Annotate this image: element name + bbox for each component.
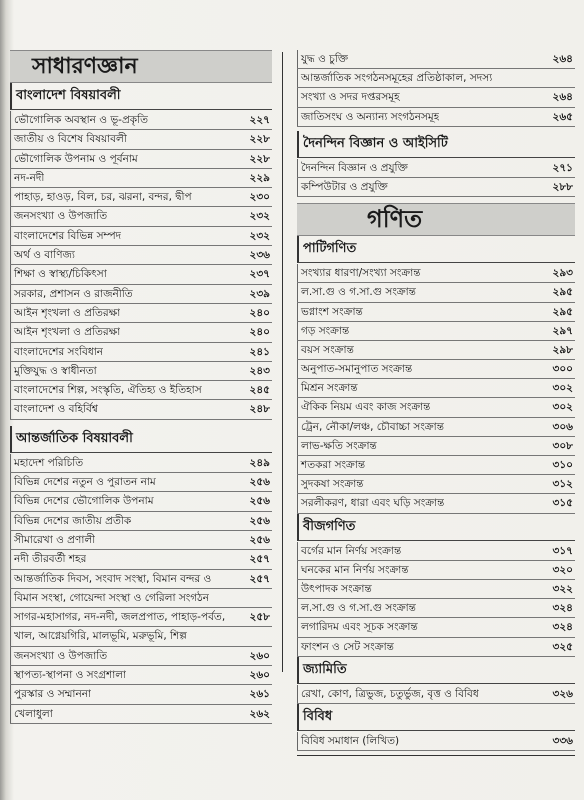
toc-entry-title: আইন শৃংখলা ও প্রতিরক্ষা xyxy=(10,304,120,322)
toc-entry xyxy=(297,542,575,561)
toc-entry-title: পুরস্কার ও সম্মাননা xyxy=(10,685,91,703)
toc-entry xyxy=(297,580,575,599)
toc-entry xyxy=(297,178,575,197)
left-sections xyxy=(10,83,272,724)
international-continued-list xyxy=(297,50,575,127)
toc-entry-title: বিবিধ সমাধান (লিখিত) xyxy=(297,732,399,750)
toc-entry xyxy=(297,379,575,398)
toc-entry-title: ল.সা.গু ও গ.সা.গু সংক্রান্ত xyxy=(297,599,416,617)
toc-entry-page: ২২৮ xyxy=(249,133,270,146)
toc-entry-page: ৩১৭ xyxy=(552,544,573,557)
toc-entry-title: দৈনন্দিন বিজ্ঞান ও প্রযুক্তি xyxy=(297,159,408,177)
toc-entry-page: ৩২৪ xyxy=(552,621,573,634)
section-title: পাটিগণিত xyxy=(297,236,575,263)
toc-entry-title: ভগ্নাংশ সংক্রান্ত xyxy=(297,303,363,321)
toc-entry-title: বাংলাদেশের সংবিধান xyxy=(10,343,103,361)
toc-entry-title: ফাংশন ও সেট সংক্রান্ত xyxy=(297,638,394,656)
toc-entry xyxy=(297,561,575,580)
toc-entry-title: অর্থ ও বাণিজ্য xyxy=(10,246,75,264)
toc-entry-title: নদী তীরবর্তী শহর xyxy=(10,550,86,568)
toc-entry xyxy=(297,732,575,751)
toc-entry-title: স্থাপত্য-স্থাপনা ও সংগ্রশালা xyxy=(10,666,126,684)
toc-entry-page: ২২৭ xyxy=(249,114,270,126)
toc-entry-page: ৩২৫ xyxy=(552,640,573,653)
toc-entry xyxy=(10,647,272,666)
toc-entry xyxy=(10,169,272,188)
toc-entry xyxy=(10,188,272,207)
toc-entry-title: ভৌগোলিক অবস্থান ও ভূ-প্রকৃতি xyxy=(10,111,148,129)
toc-entry xyxy=(297,159,575,178)
toc-entry xyxy=(10,705,272,724)
toc-entry xyxy=(10,492,272,511)
toc-entry xyxy=(10,111,272,130)
toc-entry-page: ২৬৪ xyxy=(552,53,573,65)
toc-entry xyxy=(297,418,575,437)
toc-entry xyxy=(297,50,575,69)
section-title: বীজগণিত xyxy=(297,514,575,541)
toc-entry xyxy=(297,303,575,322)
toc-entry-page: ২৬০ xyxy=(249,669,270,682)
toc-entry xyxy=(10,130,272,149)
toc-entry-title: আন্তর্জাতিক দিবস, সংবাদ সংস্থা, বিমান বন্দর ও xyxy=(10,570,211,588)
toc-entry xyxy=(10,150,272,169)
toc-entry-title: বিমান সংস্থা, গোয়েন্দা সংস্থা ও গেরিলা সংগঠন xyxy=(10,589,209,607)
toc-entry-page: ২৩২ xyxy=(249,210,270,223)
toc-entry-title: বিভিন্ন দেশের নতুন ও পুরাতন নাম xyxy=(10,473,156,491)
toc-entry-title: বর্গের মান নির্ণয় সংক্রান্ত xyxy=(297,542,401,560)
toc-entry-page: ২৬৫ xyxy=(552,110,573,123)
toc-entry-title: জনসংখ্যা ও উপজাতি xyxy=(10,647,107,665)
toc-entry-title: সুদকষা সংক্রান্ত xyxy=(297,475,364,493)
toc-entry-page: ২৫৭ xyxy=(249,572,270,585)
toc-entry xyxy=(297,264,575,283)
toc-entry xyxy=(10,589,272,608)
math-banner: গণিত xyxy=(297,203,575,236)
toc-entry-title: অনুপাত-সমানুপাত সংক্রান্ত xyxy=(297,360,412,378)
toc-entry xyxy=(297,398,575,417)
toc-entry-title: খাল, আগ্নেয়গিরি, মালভূমি, মরুভূমি, শিল্প xyxy=(10,627,187,645)
toc-entry-page: ২৫৬ xyxy=(249,495,270,508)
toc-entry xyxy=(297,494,575,513)
toc-entry xyxy=(10,246,272,265)
toc-entry-page: ২৬২ xyxy=(249,707,270,720)
toc-entry-title: বাংলাদেশের বিভিন্ন সম্পদ xyxy=(10,227,121,245)
toc-entry-title: সংখ্যা ও সদর দপ্তরসমূহ xyxy=(297,88,400,106)
math-sections xyxy=(297,236,575,751)
toc-entry xyxy=(10,343,272,362)
toc-entry-page: ২৫৭ xyxy=(249,553,270,566)
toc-entry-page: ২৯৩ xyxy=(552,267,573,280)
toc-entry-page: ৩০০ xyxy=(552,363,573,376)
toc-entry-title: ট্রেন, নৌকা/লঞ্চ, চৌবাচ্চা সংক্রান্ত xyxy=(297,418,444,436)
toc-entry xyxy=(10,362,272,381)
toc-entry-page: ২৪৮ xyxy=(249,403,270,416)
toc-entry-title: কম্পিউটার ও প্রযুক্তি xyxy=(297,178,388,196)
toc-entry-title: জাতীয় ও বিশেষ বিষয়াবলী xyxy=(10,130,127,148)
toc-entry-page: ২২৮ xyxy=(249,152,270,165)
toc-entry xyxy=(297,322,575,341)
toc-entry-title: ঘনকের মান নির্ণয় সংক্রান্ত xyxy=(297,561,409,579)
toc-entry-page: ২২৯ xyxy=(249,171,270,184)
toc-entry xyxy=(297,475,575,494)
toc-entry-title: লাভ-ক্ষতি সংক্রান্ত xyxy=(297,437,377,455)
toc-entry-title: খেলাধুলা xyxy=(10,705,53,723)
toc-entry-page: ২৩৭ xyxy=(249,268,270,281)
toc-entry-page: ২৬১ xyxy=(249,688,270,701)
toc-entry xyxy=(10,265,272,284)
toc-entry-title: বিভিন্ন দেশের ভৌগোলিক উপনাম xyxy=(10,492,154,510)
section-title: বিবিধ xyxy=(297,704,575,731)
toc-entry xyxy=(10,227,272,246)
toc-entry xyxy=(10,666,272,685)
toc-entry-title: বয়স সংক্রান্ত xyxy=(297,341,354,359)
toc-entry-title: মিশ্রন সংক্রান্ত xyxy=(297,379,358,397)
toc-entry-page: ৩১২ xyxy=(552,478,573,491)
toc-entry-page: ২৪৩ xyxy=(249,364,270,377)
toc-entry-title: সাগর-মহাসাগর, নদ-নদী, জলপ্রপাত, পাহাড়-পর্বত, xyxy=(10,608,225,626)
toc-entry-title: সীমারেখা ও প্রণালী xyxy=(10,531,95,549)
toc-entry xyxy=(10,685,272,704)
toc-entry-title: মহাদেশ পরিচিতি xyxy=(10,454,83,472)
bottom-rule xyxy=(297,755,575,756)
toc-entry-page: ২৪০ xyxy=(249,326,270,339)
section-title: বাংলাদেশ বিষয়াবলী xyxy=(10,83,272,110)
toc-entry-page: ২৮৮ xyxy=(552,180,573,193)
toc-entry-page: ৩২৪ xyxy=(552,602,573,615)
toc-entry xyxy=(10,473,272,492)
toc-entry xyxy=(297,437,575,456)
toc-entry xyxy=(10,381,272,400)
toc-entry-title: জাতিসংঘ ও অন্যান্য সংগঠনসমূহ xyxy=(297,108,439,126)
toc-entry xyxy=(297,283,575,302)
toc-entry-page: ২৩৬ xyxy=(249,249,270,262)
toc-entry xyxy=(10,207,272,226)
toc-entry xyxy=(297,599,575,618)
toc-entry-page: ২৫৬ xyxy=(249,514,270,527)
toc-entry-title: বিভিন্ন দেশের জাতীয় প্রতীক xyxy=(10,512,131,530)
toc-entry xyxy=(10,531,272,550)
toc-entry-page: ৩০৮ xyxy=(552,439,573,452)
toc-entry xyxy=(297,360,575,379)
column-divider xyxy=(282,52,283,672)
toc-entry-title: ঐকিক নিয়ম এবং কাজ সংক্রান্ত xyxy=(297,398,430,416)
right-column xyxy=(297,50,575,756)
toc-entry-page: ২৫৬ xyxy=(249,476,270,489)
toc-entry-title: আইন শৃংখলা ও প্রতিরক্ষা xyxy=(10,323,120,341)
toc-entry-page: ৩৩৬ xyxy=(552,734,573,747)
toc-entry-title: গড় সংক্রান্ত xyxy=(297,322,349,340)
toc-entry-title: যুদ্ধ ও চুক্তি xyxy=(297,50,348,68)
toc-entry-title: সরকার, প্রশাসন ও রাজনীতি xyxy=(10,285,133,303)
toc-entry-title: সংখ্যার ধারণা/সংখ্যা সংক্রান্ত xyxy=(297,264,421,282)
toc-entry-title: উৎপাদক সংক্রান্ত xyxy=(297,580,372,598)
toc-entry-page: ২৯৮ xyxy=(552,343,573,356)
toc-entry-page: ২৫৮ xyxy=(249,611,270,624)
toc-entry-page: ২৯৭ xyxy=(552,324,573,337)
toc-entry-page: ২৯৫ xyxy=(552,305,573,318)
toc-entry xyxy=(10,304,272,323)
toc-entry-title: ল.সা.গু ও গ.সা.গু সংক্রান্ত xyxy=(297,283,416,301)
toc-entry-title: শিক্ষা ও স্বাস্থ্য/চিকিৎসা xyxy=(10,265,107,283)
toc-entry-title: লগারিদম এবং সূচক সংক্রান্ত xyxy=(297,618,418,636)
section-title-science: দৈনন্দিন বিজ্ঞান ও আইসিটি xyxy=(297,131,575,158)
toc-entry-title: মুক্তিযুদ্ধ ও স্বাধীনতা xyxy=(10,362,97,380)
toc-entry xyxy=(10,550,272,569)
science-list xyxy=(297,159,575,197)
toc-entry xyxy=(297,88,575,107)
toc-entry-title: ভৌগোলিক উপনাম ও পূর্বনাম xyxy=(10,150,138,168)
toc-entry-page: ২৩০ xyxy=(249,191,270,204)
toc-entry-page: ২৭১ xyxy=(552,161,573,174)
toc-entry xyxy=(297,341,575,360)
toc-entry-page: ৩২২ xyxy=(552,582,573,595)
toc-entry-page: ৩০২ xyxy=(552,382,573,395)
toc-entry-page: ২৫৬ xyxy=(249,533,270,546)
toc-entry xyxy=(297,456,575,475)
toc-entry-page: ৩২০ xyxy=(552,563,573,576)
toc-entry xyxy=(10,400,272,419)
toc-entry-title: বাংলাদেশের শিল্প, সংস্কৃতি, ঐতিহ্য ও ইতিহাস xyxy=(10,381,202,399)
toc-entry-title: রেখা, কোণ, ত্রিভুজ, চতুর্ভুজ, বৃত্ত ও বিবিধ xyxy=(297,685,479,703)
toc-entry-page: ৩১০ xyxy=(552,459,573,471)
toc-entry-title: শতকরা সংক্রান্ত xyxy=(297,456,365,474)
section-title: জ্যামিতি xyxy=(297,657,575,684)
toc-entry xyxy=(297,638,575,657)
toc-entry-page: ২৪০ xyxy=(249,306,270,319)
toc-entry-page: ২৬৪ xyxy=(552,91,573,104)
toc-entry xyxy=(10,627,272,646)
section-title: আন্তর্জাতিক বিষয়াবলী xyxy=(10,426,272,453)
toc-entry-page: ৩২৬ xyxy=(552,687,573,700)
toc-entry xyxy=(10,608,272,627)
toc-entry-page: ৩০৬ xyxy=(552,420,573,433)
toc-entry xyxy=(10,570,272,589)
toc-entry-page: ৩০২ xyxy=(552,401,573,414)
toc-entry-page: ২৪৫ xyxy=(249,384,270,397)
toc-entry-page: ২৪১ xyxy=(249,345,270,358)
toc-entry-page: ২৩২ xyxy=(249,229,270,242)
left-column xyxy=(10,50,272,724)
toc-entry xyxy=(297,69,575,88)
toc-entry-title: সরলীকরণ, ধারা এবং ঘড়ি সংক্রান্ত xyxy=(297,494,444,512)
toc-entry-title: জনসংখ্যা ও উপজাতি xyxy=(10,207,107,225)
toc-entry-page: ২৪৯ xyxy=(249,456,270,469)
toc-entry xyxy=(10,512,272,531)
toc-entry-page: ৩১৫ xyxy=(552,497,573,510)
toc-entry xyxy=(297,618,575,637)
general-knowledge-banner: সাধারণজ্ঞান xyxy=(10,50,272,83)
toc-entry-page: ২৬০ xyxy=(249,649,270,662)
toc-entry-page: ২৩৯ xyxy=(249,287,270,300)
toc-entry-page: ২৯৫ xyxy=(552,286,573,299)
toc-entry xyxy=(10,285,272,304)
toc-entry-title: নদ-নদী xyxy=(10,169,44,187)
toc-entry-title: পাহাড়, হাওড়, বিল, চর, ঝরনা, বন্দর, দ্বীপ xyxy=(10,188,192,206)
toc-entry xyxy=(297,108,575,127)
toc-entry xyxy=(297,685,575,704)
toc-entry-title: আন্তর্জাতিক সংগঠনসমূহের প্রতিষ্ঠাকাল, সদস্য xyxy=(297,69,492,87)
toc-entry-title: বাংলাদেশ ও বহির্বিশ্ব xyxy=(10,400,98,418)
toc-entry xyxy=(10,323,272,342)
toc-entry xyxy=(10,454,272,473)
